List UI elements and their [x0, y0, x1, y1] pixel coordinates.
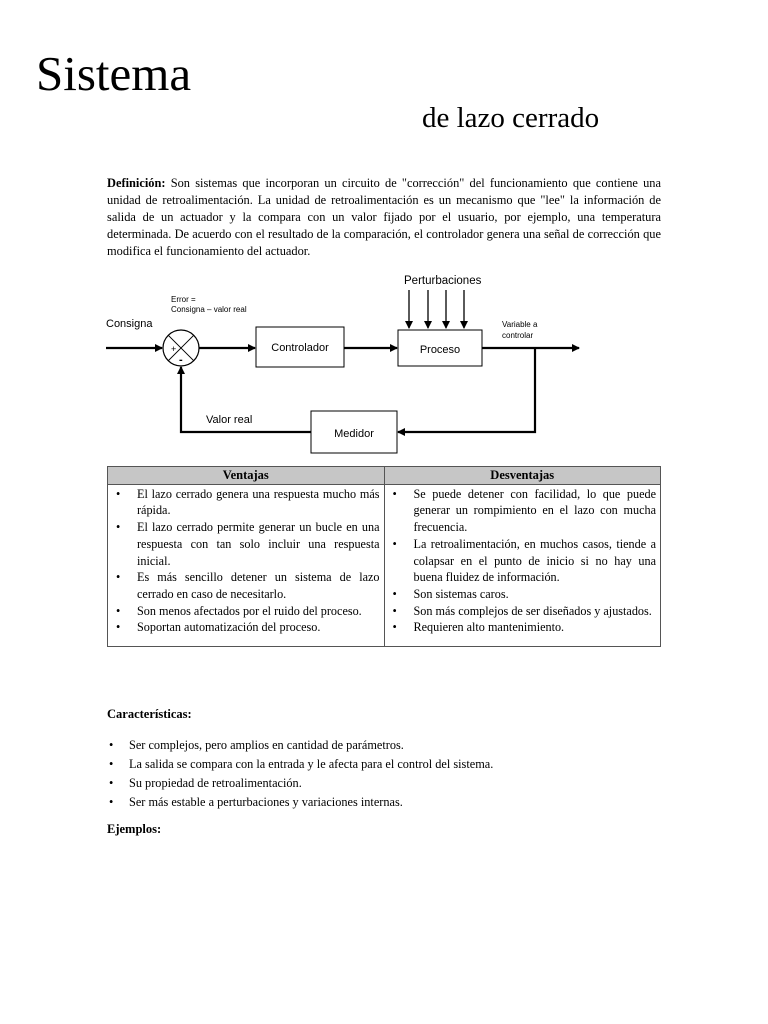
table-header-row	[108, 467, 661, 485]
list-item: • La retroalimentación, en muchos casos, tiende a colapsar en el punto de inicio si no hay una buena fluidez de información.	[389, 536, 657, 586]
caracteristicas-heading: Características:	[107, 707, 192, 721]
variable-label-line1: Variable a	[502, 320, 538, 329]
ventajas-list	[112, 486, 380, 636]
list-item: • Ser más estable a perturbaciones y variaciones internas.	[107, 793, 493, 812]
desventajas-list	[389, 486, 657, 636]
error-label-line2: Consigna – valor real	[171, 305, 247, 314]
list-item: • Son menos afectados por el ruido del proceso.	[112, 603, 380, 620]
list-item: • Son más complejos de ser diseñados y ajustados.	[389, 603, 657, 620]
list-item: • La salida se compara con la entrada y le afecta para el control del sistema.	[107, 755, 493, 774]
list-item: • Se puede detener con facilidad, lo que puede generar un rompimiento en el lazo con mucha frecuencia.	[389, 486, 657, 536]
list-item: • El lazo cerrado permite generar un bucle en una respuesta con tan solo incluir una respuesta inicial.	[112, 519, 380, 569]
table-row	[108, 484, 661, 646]
definition-text: Son sistemas que incorporan un circuito de "corrección" del funcionamiento que contiene una unidad de retroalimentación. La unidad de retroalimentación es un mecanismo que "lee" la información de salida de un actuador y la compara con un valor fijado por el usuario, por ejemplo, una temperatura determinada. De acuerdo con el resultado de la comparación, el controlador genera una señal de corrección que modifica el funcionamiento del actuador.	[107, 176, 661, 258]
variable-label-line2: controlar	[502, 331, 534, 340]
list-item: • El lazo cerrado genera una respuesta mucho más rápida.	[112, 486, 380, 519]
perturbaciones-label: Perturbaciones	[404, 275, 482, 287]
minus-sign: -	[179, 354, 183, 366]
caracteristicas-list	[107, 736, 493, 812]
disturbance-arrows	[409, 290, 464, 328]
list-item: • Requieren alto mantenimiento.	[389, 619, 657, 636]
controlador-label: Controlador	[271, 342, 329, 354]
list-item: • Son sistemas caros.	[389, 586, 657, 603]
definition-label: Definición:	[107, 176, 166, 190]
valor-real-label: Valor real	[206, 414, 253, 426]
medidor-label: Medidor	[334, 428, 374, 440]
header-ventajas: Ventajas	[108, 467, 385, 485]
list-item: • Es más sencillo detener un sistema de lazo cerrado en caso de necesitarlo.	[112, 569, 380, 602]
plus-sign: +	[171, 344, 177, 354]
proceso-label: Proceso	[419, 344, 461, 356]
desventajas-cell	[384, 484, 661, 646]
consigna-label: Consigna	[106, 318, 153, 330]
ventajas-cell	[108, 484, 385, 646]
error-label-line1: Error =	[171, 295, 196, 304]
list-item: • Soportan automatización del proceso.	[112, 619, 380, 636]
closed-loop-diagram	[100, 268, 600, 458]
definition-paragraph	[107, 175, 661, 260]
comparison-table	[107, 466, 661, 647]
ejemplos-heading: Ejemplos:	[107, 822, 162, 836]
page-title: Sistema	[36, 46, 192, 101]
page-subtitle: de lazo cerrado	[422, 102, 600, 134]
list-item: • Su propiedad de retroalimentación.	[107, 774, 493, 793]
list-item: • Ser complejos, pero amplios en cantidad de parámetros.	[107, 736, 493, 755]
header-desventajas: Desventajas	[384, 467, 661, 485]
